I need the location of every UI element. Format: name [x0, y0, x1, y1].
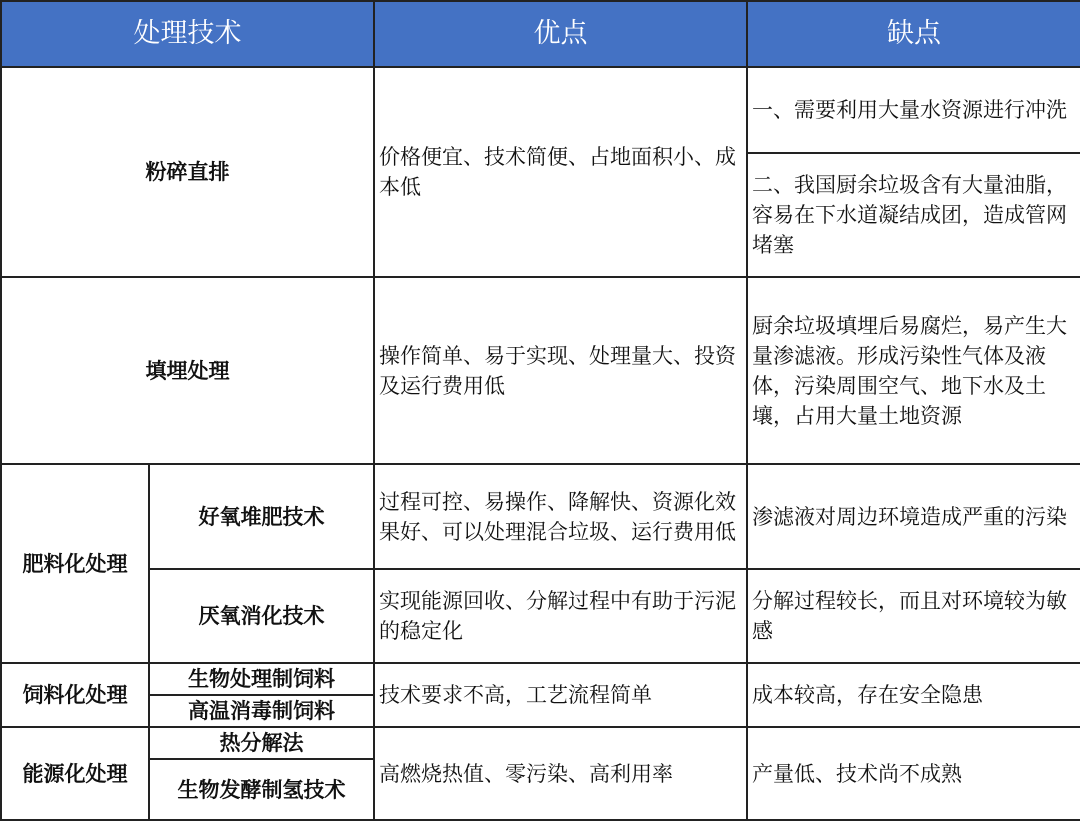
- pros-crush: 价格便宜、技术简便、占地面积小、成本低: [374, 67, 747, 277]
- cons-aerobic: 渗滤液对周边环境造成严重的污染: [747, 464, 1080, 569]
- subtechnique-heat-feed: 高温消毒制饲料: [149, 695, 374, 727]
- technique-energy: 能源化处理: [1, 727, 149, 820]
- cons-crush-2: 二、我国厨余垃圾含有大量油脂，容易在下水道凝结成团，造成管网堵塞: [747, 153, 1080, 277]
- cons-landfill: 厨余垃圾填埋后易腐烂，易产生大量渗滤液。形成污染性气体及液体，污染周围空气、地下水及土壤，占用大量土地资源: [747, 277, 1080, 464]
- pros-landfill: 操作简单、易于实现、处理量大、投资及运行费用低: [374, 277, 747, 464]
- technique-feed: 饲料化处理: [1, 663, 149, 727]
- cons-feed: 成本较高，存在安全隐患: [747, 663, 1080, 727]
- subtechnique-anaerobic: 厌氧消化技术: [149, 569, 374, 663]
- technique-fertilizer: 肥料化处理: [1, 464, 149, 663]
- pros-aerobic: 过程可控、易操作、降解快、资源化效果好、可以处理混合垃圾、运行费用低: [374, 464, 747, 569]
- header-cons: 缺点: [747, 1, 1080, 67]
- technique-landfill: 填埋处理: [1, 277, 374, 464]
- technique-crush: 粉碎直排: [1, 67, 374, 277]
- pros-anaerobic: 实现能源回收、分解过程中有助于污泥的稳定化: [374, 569, 747, 663]
- subtechnique-aerobic: 好氧堆肥技术: [149, 464, 374, 569]
- subtechnique-pyrolysis: 热分解法: [149, 727, 374, 759]
- subtechnique-bio-feed: 生物处理制饲料: [149, 663, 374, 695]
- cons-anaerobic: 分解过程较长，而且对环境较为敏感: [747, 569, 1080, 663]
- pros-feed: 技术要求不高，工艺流程简单: [374, 663, 747, 727]
- header-pros: 优点: [374, 1, 747, 67]
- cons-energy: 产量低、技术尚不成熟: [747, 727, 1080, 820]
- header-technique: 处理技术: [1, 1, 374, 67]
- cons-crush-1: 一、需要利用大量水资源进行冲洗: [747, 67, 1080, 153]
- subtechnique-hydrogen: 生物发酵制氢技术: [149, 759, 374, 820]
- pros-energy: 高燃烧热值、零污染、高利用率: [374, 727, 747, 820]
